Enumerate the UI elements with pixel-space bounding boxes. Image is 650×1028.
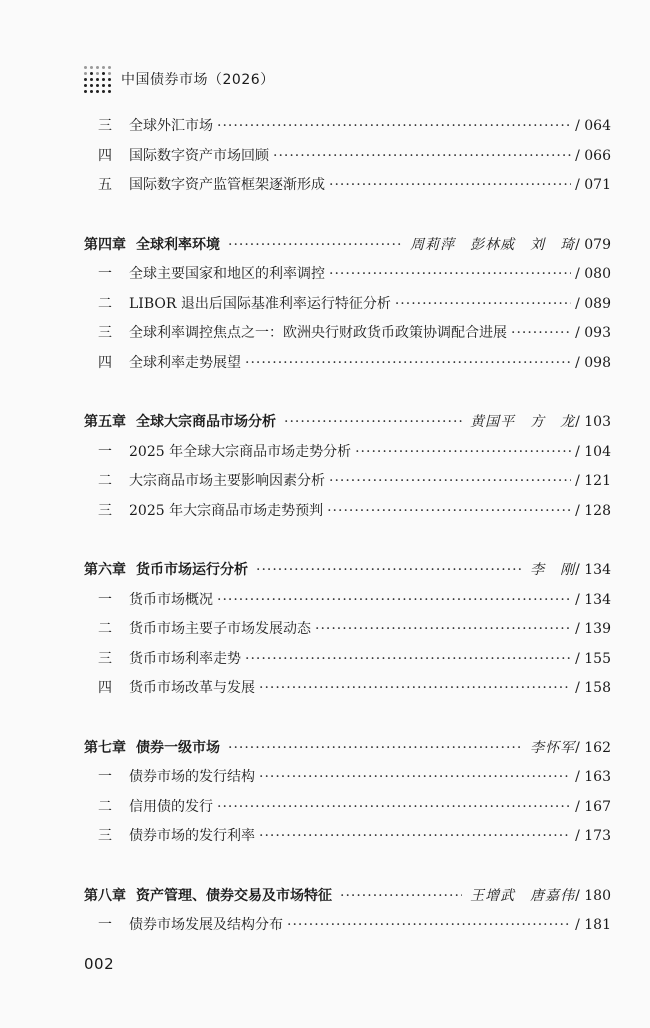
chapter-authors: 李 刚 [530, 562, 576, 578]
dot-leader [245, 645, 571, 675]
entry-number: 二 [98, 295, 112, 312]
dot-leader [287, 911, 571, 941]
toc-entry[interactable] [84, 260, 611, 290]
entry-page: / 155 [575, 650, 611, 667]
dot-leader [273, 142, 571, 172]
chapter-title: 全球利率环境 [136, 236, 220, 253]
entry-page: / 098 [575, 354, 611, 371]
dot-leader [329, 171, 571, 201]
chapter-label: 第五章 [84, 414, 126, 430]
dot-leader [511, 319, 571, 349]
entry-title: 债券市场发展及结构分布 [129, 917, 283, 933]
dot-leader [259, 822, 571, 852]
chapter-page: / 134 [575, 562, 611, 578]
dot-leader [228, 231, 402, 261]
entry-page: / 173 [575, 828, 611, 844]
entry-title: 货币市场利率走势 [129, 650, 241, 667]
entry-number: 二 [98, 473, 112, 489]
entry-title: 全球外汇市场 [129, 118, 213, 134]
entry-page: / 167 [575, 798, 611, 815]
entry-number: 三 [98, 650, 112, 667]
entry-title: 国际数字资产监管框架逐渐形成 [129, 177, 325, 193]
entry-number: 一 [98, 591, 112, 608]
toc-entry[interactable] [84, 142, 611, 172]
chapter-heading[interactable] [84, 556, 611, 586]
toc-entry[interactable] [84, 763, 611, 793]
entry-number: 一 [98, 917, 112, 933]
entry-page: / 071 [575, 177, 611, 193]
toc-entry[interactable] [84, 112, 611, 142]
entry-title: 货币市场主要子市场发展动态 [129, 621, 311, 637]
entry-title: 国际数字资产市场回顾 [129, 147, 269, 164]
chapter-title: 资产管理、债券交易及市场特征 [136, 887, 332, 904]
entry-title: 全球利率走势展望 [129, 354, 241, 371]
dot-leader [329, 260, 571, 290]
entry-number: 四 [98, 147, 112, 164]
book-title: 中国债券市场（2026） [121, 72, 275, 88]
entry-title: 2025 年大宗商品市场走势预判 [129, 502, 324, 519]
chapter-authors: 李怀军 [530, 739, 576, 756]
toc-entry[interactable] [84, 911, 611, 941]
entry-title: 大宗商品市场主要影响因素分析 [129, 473, 325, 489]
dot-leader [395, 290, 571, 320]
entry-page: / 163 [575, 769, 611, 785]
dot-leader [340, 882, 462, 912]
dot-leader [259, 674, 571, 704]
entry-page: / 128 [575, 502, 611, 519]
dot-leader [217, 793, 571, 823]
chapter-title: 债券一级市场 [136, 739, 220, 756]
entry-number: 一 [98, 769, 112, 785]
entry-number: 五 [98, 177, 112, 193]
chapter-label: 第六章 [84, 562, 126, 578]
entry-number: 二 [98, 798, 112, 815]
entry-number: 一 [98, 443, 112, 460]
entry-page: / 093 [575, 325, 611, 341]
chapter-page: / 162 [575, 739, 611, 756]
dot-leader [245, 349, 571, 379]
entry-number: 一 [98, 266, 112, 282]
entry-title: 全球利率调控焦点之一：欧洲央行财政货币政策协调配合进展 [129, 325, 507, 341]
entry-number: 三 [98, 502, 112, 519]
entry-page: / 089 [575, 295, 611, 312]
dot-leader [355, 438, 571, 468]
entry-number: 三 [98, 325, 112, 341]
chapter-label: 第七章 [84, 739, 126, 756]
entry-number: 四 [98, 354, 112, 371]
dot-grid-icon [84, 66, 111, 93]
entry-page: / 080 [575, 266, 611, 282]
dot-leader [259, 763, 571, 793]
toc-entry[interactable] [84, 319, 611, 349]
toc-entry[interactable] [84, 586, 611, 616]
toc-entry[interactable] [84, 822, 611, 852]
entry-title: 货币市场概况 [129, 591, 213, 608]
dot-leader [329, 467, 571, 497]
toc-entry[interactable] [84, 171, 611, 201]
toc-entry[interactable] [84, 615, 611, 645]
chapter-title: 全球大宗商品市场分析 [136, 414, 276, 430]
toc-entry[interactable] [84, 290, 611, 320]
entry-page: / 066 [575, 147, 611, 164]
dot-leader [228, 734, 522, 764]
running-header [84, 62, 275, 96]
entry-title: 债券市场的发行结构 [129, 769, 255, 785]
chapter-label: 第四章 [84, 236, 126, 253]
entry-page: / 181 [575, 917, 611, 933]
entry-title: 全球主要国家和地区的利率调控 [129, 266, 325, 282]
chapter-title: 货币市场运行分析 [136, 562, 248, 578]
page-number: 002 [84, 955, 115, 973]
toc-entry[interactable] [84, 674, 611, 704]
dot-leader [217, 586, 571, 616]
chapter-label: 第八章 [84, 887, 126, 904]
chapter-authors: 王增武 唐嘉伟 [470, 887, 576, 904]
dot-leader [217, 112, 571, 142]
chapter-heading[interactable] [84, 408, 611, 438]
chapter-authors: 周莉萍 彭林威 刘 琦 [410, 236, 576, 253]
entry-page: / 134 [575, 591, 611, 608]
toc-entry[interactable] [84, 645, 611, 675]
chapter-heading[interactable] [84, 882, 611, 912]
entry-page: / 139 [575, 621, 611, 637]
entry-number: 二 [98, 621, 112, 637]
chapter-page: / 180 [575, 887, 611, 904]
dot-leader [327, 497, 571, 527]
toc-entry[interactable] [84, 438, 611, 468]
table-of-contents [84, 112, 611, 941]
toc-entry[interactable] [84, 497, 611, 527]
entry-number: 三 [98, 828, 112, 844]
entry-page: / 158 [575, 680, 611, 696]
entry-page: / 104 [575, 443, 611, 460]
entry-page: / 064 [575, 118, 611, 134]
chapter-page: / 079 [575, 236, 611, 253]
chapter-heading[interactable] [84, 734, 611, 764]
entry-number: 四 [98, 680, 112, 696]
entry-title: 信用债的发行 [129, 798, 213, 815]
dot-leader [284, 408, 462, 438]
dot-leader [315, 615, 571, 645]
chapter-authors: 黄国平 方 龙 [470, 414, 576, 430]
entry-title: 债券市场的发行利率 [129, 828, 255, 844]
toc-entry[interactable] [84, 467, 611, 497]
entry-title: 货币市场改革与发展 [129, 680, 255, 696]
entry-page: / 121 [575, 473, 611, 489]
entry-title: LIBOR 退出后国际基准利率运行特征分析 [129, 295, 391, 312]
toc-entry[interactable] [84, 349, 611, 379]
chapter-heading[interactable] [84, 231, 611, 261]
toc-entry[interactable] [84, 793, 611, 823]
entry-title: 2025 年全球大宗商品市场走势分析 [129, 443, 352, 460]
dot-leader [256, 556, 522, 586]
chapter-page: / 103 [575, 414, 611, 430]
entry-number: 三 [98, 118, 112, 134]
